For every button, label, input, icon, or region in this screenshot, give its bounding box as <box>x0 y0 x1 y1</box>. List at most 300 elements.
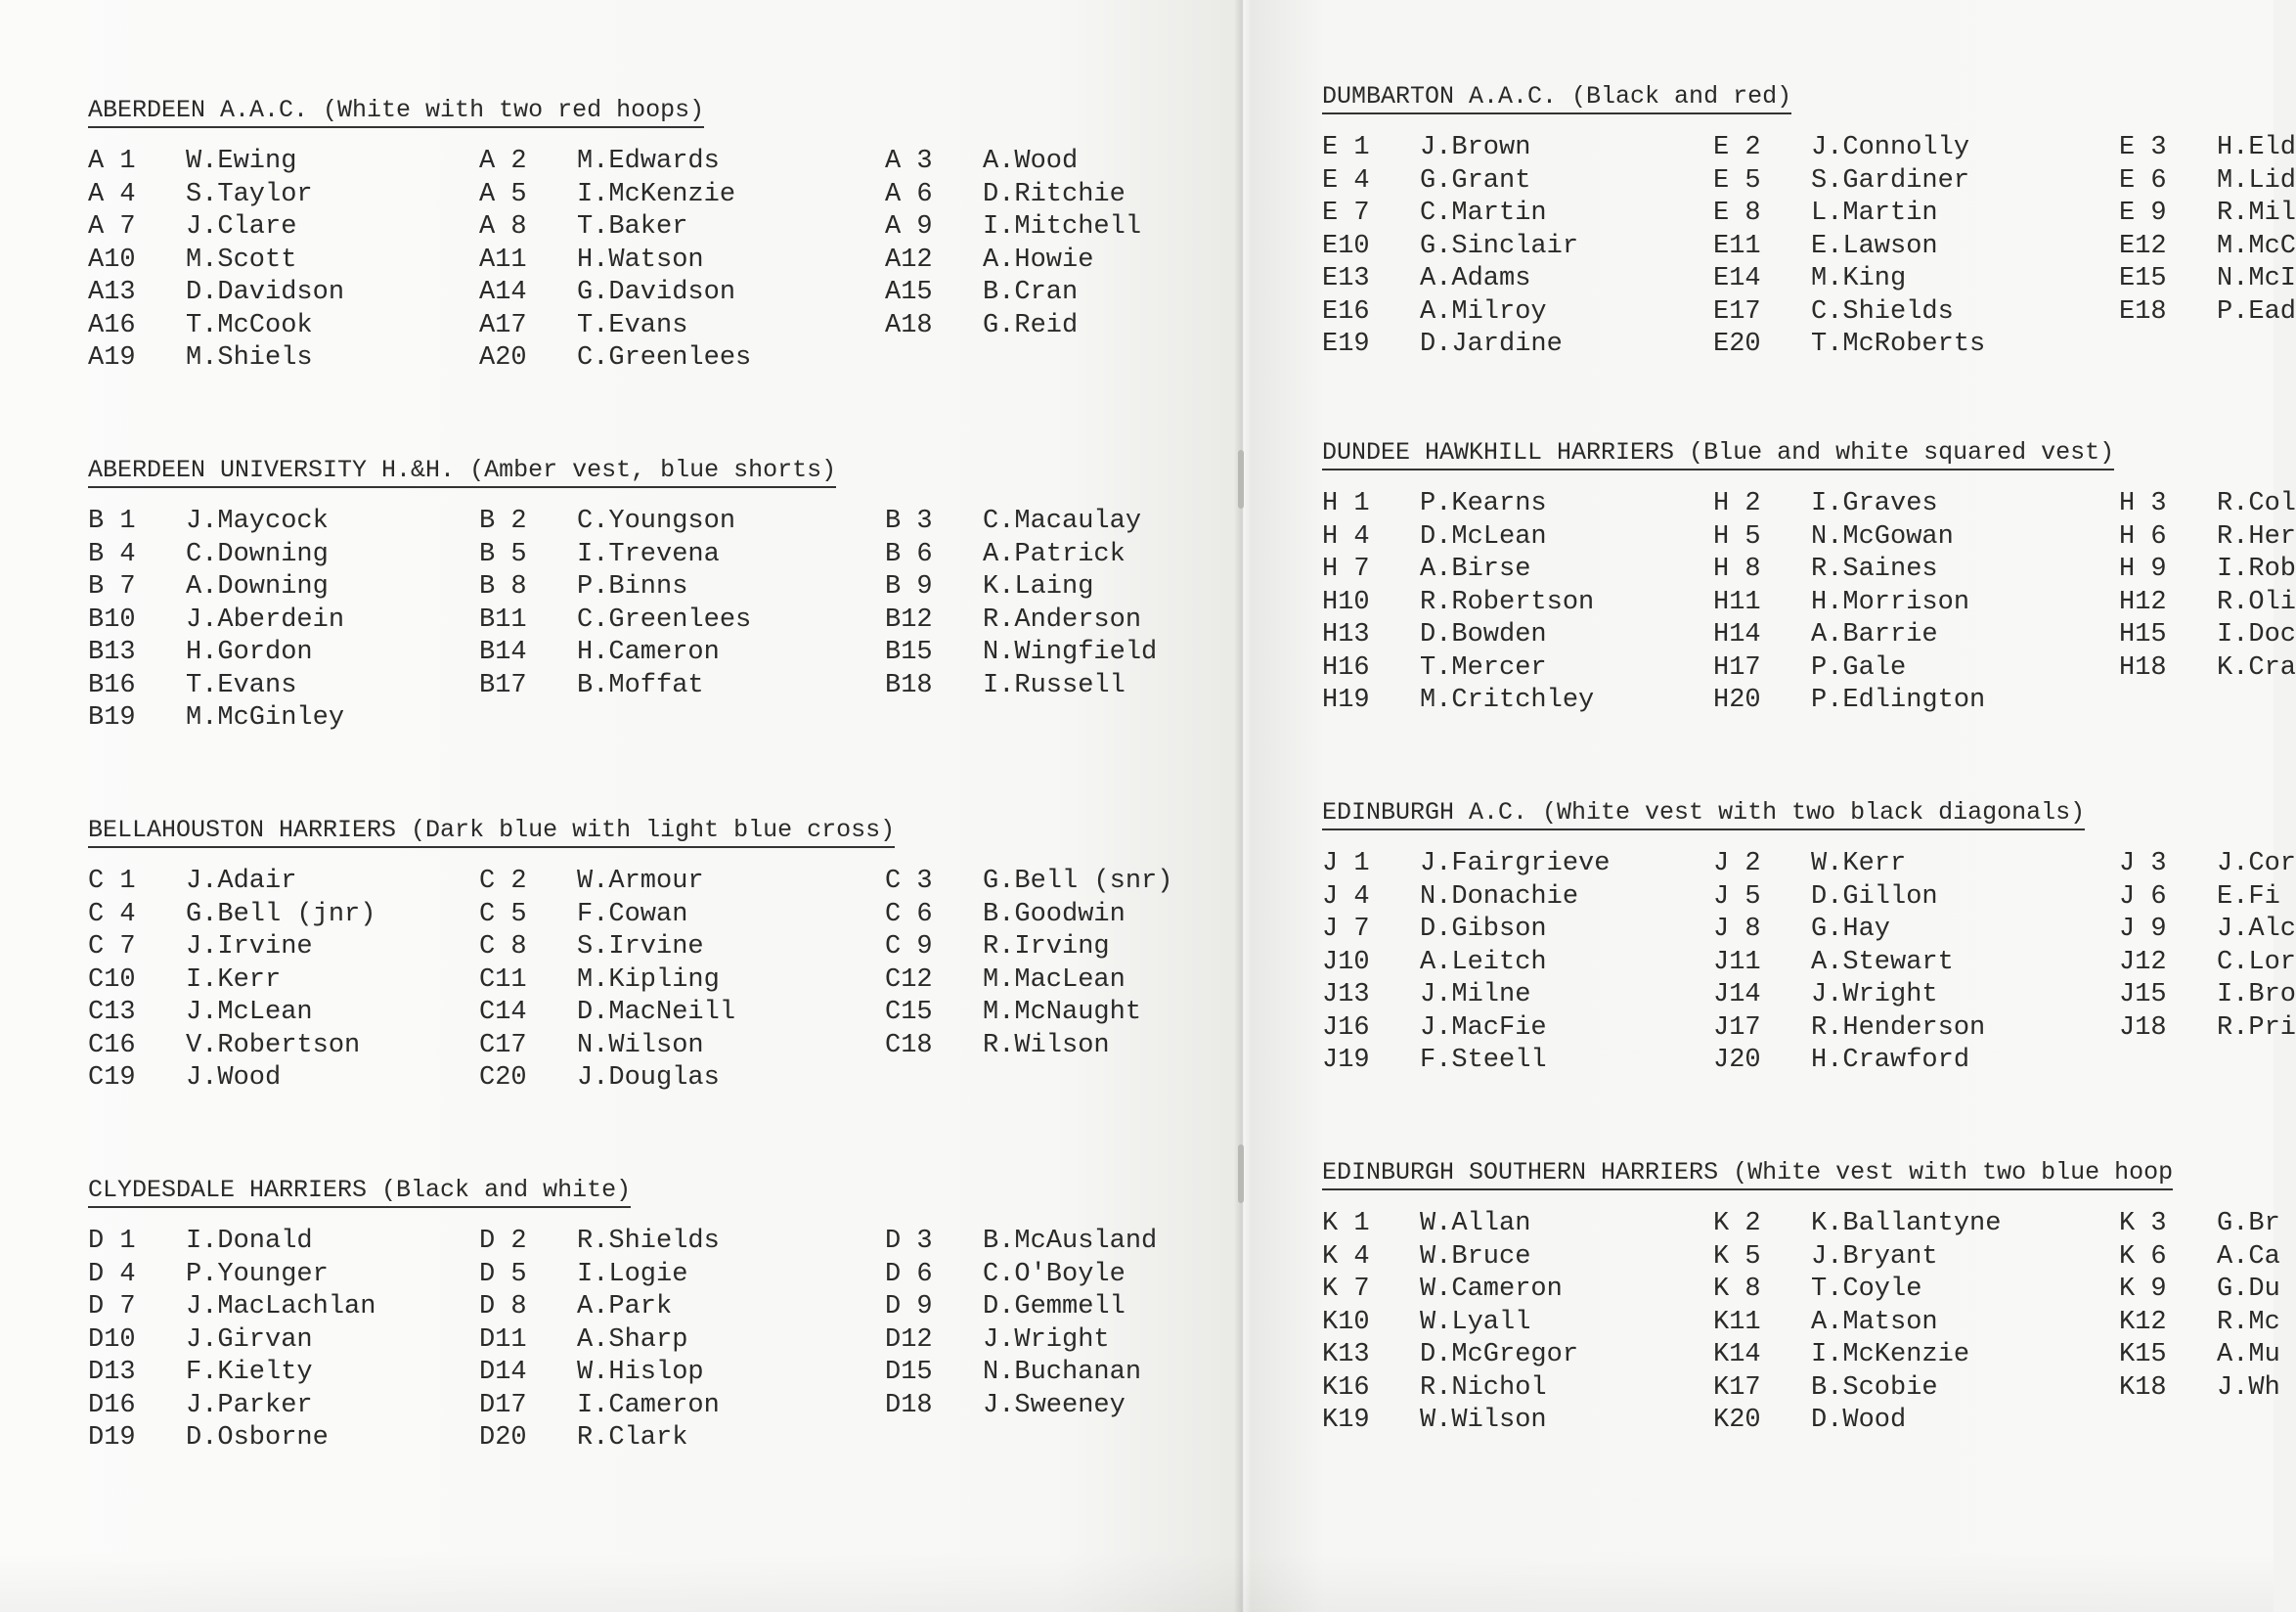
runner-entry <box>1713 296 1954 329</box>
runner-number: A 1 <box>88 147 136 176</box>
runner-number: E13 <box>1322 264 1370 293</box>
runner-name: N.McI <box>2217 264 2296 293</box>
runner-name: J.MacFie <box>1420 1012 1547 1043</box>
runner-entry <box>885 539 1126 571</box>
entry-list <box>88 146 1142 376</box>
runner-entry <box>1322 652 1547 685</box>
runner-entry <box>479 1390 720 1422</box>
runner-name: H.Crawford <box>1811 1046 1970 1075</box>
runner-name: I.Mitchell <box>983 212 1142 242</box>
runner-entry <box>479 211 687 244</box>
runner-name: D.Gibson <box>1420 915 1547 944</box>
runner-name: A.Patrick <box>983 539 1126 569</box>
runner-name: J.Girvan <box>186 1324 313 1355</box>
runner-name: A.Mu <box>2217 1340 2280 1369</box>
runner-entry <box>1713 132 1969 164</box>
runner-entry <box>1322 881 1578 914</box>
runner-entry <box>88 1390 313 1422</box>
runner-number: A10 <box>88 245 136 275</box>
runner-number: J 4 <box>1322 881 1370 912</box>
runner-entry <box>2119 231 2296 263</box>
runner-number: H11 <box>1713 587 1761 617</box>
runner-number: J 2 <box>1713 849 1761 878</box>
runner-number: H12 <box>2119 587 2167 617</box>
runner-name: R.Saines <box>1811 555 1938 584</box>
runner-entry <box>885 179 1126 211</box>
runner-number: K14 <box>1713 1340 1761 1369</box>
runner-number: B 9 <box>885 572 933 602</box>
runner-number: A18 <box>885 310 933 340</box>
runner-name: S.Gardiner <box>1811 165 1970 196</box>
runner-name: C.O'Boyle <box>983 1259 1126 1289</box>
runner-name: J.MacLachlan <box>186 1292 376 1321</box>
runner-number: B11 <box>479 604 527 635</box>
runner-name: H.Eld <box>2217 133 2296 162</box>
runner-entry <box>1322 1012 1547 1045</box>
runner-name: M.Shiels <box>186 343 313 373</box>
runner-name: H.Watson <box>577 245 704 275</box>
runner-entry <box>2119 1307 2280 1339</box>
club-heading: ABERDEEN UNIVERSITY H.&H. (Amber vest, blue shorts) <box>88 456 836 488</box>
runner-name: N.Wilson <box>577 1030 704 1060</box>
runner-entry <box>2119 914 2296 946</box>
runner-entry <box>2119 1274 2280 1306</box>
runner-name: J.Brown <box>1420 133 1531 162</box>
runner-number: K 3 <box>2119 1209 2167 1238</box>
runner-number: E19 <box>1322 330 1370 359</box>
runner-name: H.Cameron <box>577 638 720 667</box>
runner-entry <box>2119 1241 2280 1274</box>
club-heading: EDINBURGH SOUTHERN HARRIERS (White vest with two blue hoop <box>1322 1158 2173 1190</box>
runner-number: E10 <box>1322 231 1370 261</box>
runner-number: K 7 <box>1322 1275 1370 1304</box>
runner-name: J.Wright <box>983 1324 1110 1355</box>
club-section <box>1322 82 2296 415</box>
runner-entry <box>1322 1274 1563 1306</box>
runner-number: J19 <box>1322 1046 1370 1075</box>
club-section <box>88 1176 1158 1508</box>
runner-number: J11 <box>1713 947 1761 977</box>
runner-name: T.Mercer <box>1420 652 1547 683</box>
runner-name: R.Col <box>2217 489 2296 518</box>
runner-number: E17 <box>1713 296 1761 327</box>
runner-name: M.Critchley <box>1420 686 1595 715</box>
runner-number: K13 <box>1322 1340 1370 1369</box>
runner-entry <box>479 964 720 997</box>
runner-entry <box>1713 848 1906 880</box>
runner-number: B19 <box>88 703 136 733</box>
runner-name: I.Logie <box>577 1259 688 1289</box>
runner-name: A.Sharp <box>577 1324 688 1355</box>
runner-entry <box>479 539 720 571</box>
runner-entry <box>479 1062 720 1095</box>
runner-number: C 4 <box>88 899 136 929</box>
runner-name: I.Rob <box>2217 555 2296 584</box>
runner-number: K18 <box>2119 1372 2167 1403</box>
runner-name: K.Ballantyne <box>1811 1209 2002 1238</box>
runner-name: I.McKenzie <box>1811 1340 1970 1369</box>
runner-entry <box>1322 1339 1578 1371</box>
entry-list <box>88 866 1173 1096</box>
runner-name: D.Jardine <box>1420 330 1563 359</box>
runner-entry <box>1322 554 1530 586</box>
club-section <box>88 456 1158 788</box>
runner-number: H18 <box>2119 652 2167 683</box>
runner-number: K19 <box>1322 1406 1370 1435</box>
runner-number: A 4 <box>88 179 136 209</box>
runner-number: D 3 <box>885 1227 933 1256</box>
runner-entry <box>885 506 1141 538</box>
runner-name: S.Irvine <box>577 932 704 962</box>
runner-name: M.McNaught <box>983 998 1142 1027</box>
runner-entry <box>1322 1045 1547 1077</box>
runner-entry <box>2119 1208 2280 1240</box>
runner-number: J 8 <box>1713 915 1761 944</box>
runner-name: R.Oli <box>2217 587 2296 617</box>
runner-number: C11 <box>479 964 527 995</box>
runner-name: A.Downing <box>186 572 329 602</box>
runner-name: E.Lawson <box>1811 231 1938 261</box>
runner-number: A13 <box>88 278 136 307</box>
runner-name: A.Wood <box>983 147 1079 176</box>
runner-entry <box>2119 521 2296 554</box>
runner-entry <box>1713 1208 2001 1240</box>
runner-entry <box>885 997 1141 1029</box>
runner-name: J.Cor <box>2217 849 2296 878</box>
runner-name: W.Hislop <box>577 1358 704 1387</box>
runner-entry <box>1322 488 1547 520</box>
runner-entry <box>88 146 296 178</box>
runner-entry <box>1713 1012 1985 1045</box>
runner-name: N.Donachie <box>1420 881 1579 912</box>
runner-number: E 9 <box>2119 199 2167 228</box>
runner-name: R.Irving <box>983 932 1110 962</box>
runner-entry <box>479 1030 704 1062</box>
runner-name: W.Armour <box>577 867 704 896</box>
club-section <box>1322 798 2296 1131</box>
runner-entry <box>2119 1339 2280 1371</box>
runner-entry <box>885 1291 1126 1323</box>
runner-entry <box>88 211 296 244</box>
runner-number: E 3 <box>2119 133 2167 162</box>
runner-entry <box>88 702 344 735</box>
runner-number: D10 <box>88 1324 136 1355</box>
runner-number: C16 <box>88 1030 136 1060</box>
runner-number: A16 <box>88 310 136 340</box>
runner-entry <box>88 539 329 571</box>
runner-name: M.Kipling <box>577 964 720 995</box>
club-section <box>1322 1158 2280 1491</box>
runner-entry <box>88 637 313 669</box>
runner-entry <box>1713 1274 1921 1306</box>
runner-entry <box>1713 1241 1938 1274</box>
runner-number: C17 <box>479 1030 527 1060</box>
runner-name: R.Pri <box>2217 1012 2296 1043</box>
runner-entry <box>479 899 687 931</box>
runner-entry <box>885 1324 1110 1357</box>
runner-name: J.Irvine <box>186 932 313 962</box>
runner-name: P.Ead <box>2217 296 2296 327</box>
runner-name: J.Wright <box>1811 980 1938 1009</box>
runner-number: C 9 <box>885 932 933 962</box>
runner-number: K 2 <box>1713 1209 1761 1238</box>
runner-number: D 5 <box>479 1259 527 1289</box>
runner-entry <box>2119 488 2296 520</box>
runner-number: D17 <box>479 1390 527 1420</box>
runner-name: P.Binns <box>577 572 688 602</box>
runner-number: K 9 <box>2119 1275 2167 1304</box>
runner-number: A 6 <box>885 179 933 209</box>
entry-list <box>1322 848 2296 1078</box>
staple <box>1238 450 1244 509</box>
runner-number: J13 <box>1322 980 1370 1009</box>
runner-name: G.Sinclair <box>1420 231 1579 261</box>
runner-number: A17 <box>479 310 527 340</box>
runner-name: T.McRoberts <box>1811 330 1986 359</box>
entry-list <box>1322 1208 2280 1438</box>
runner-name: M.Edwards <box>577 147 720 176</box>
runner-number: K17 <box>1713 1372 1761 1403</box>
runner-name: G.Bell (jnr) <box>186 899 376 929</box>
runner-name: W.Allan <box>1420 1209 1531 1238</box>
club-heading: EDINBURGH A.C. (White vest with two black diagonals) <box>1322 798 2085 830</box>
runner-number: A11 <box>479 245 527 275</box>
runner-entry <box>1713 1045 1969 1077</box>
runner-entry <box>885 964 1126 997</box>
runner-entry <box>1322 1372 1547 1405</box>
runner-number: J17 <box>1713 1012 1761 1043</box>
runner-entry <box>479 342 751 375</box>
runner-number: C 1 <box>88 867 136 896</box>
runner-entry <box>88 571 329 604</box>
runner-number: B 3 <box>885 507 933 536</box>
runner-name: B.Moffat <box>577 670 704 700</box>
runner-entry <box>885 1259 1126 1291</box>
runner-entry <box>479 146 720 178</box>
runner-name: T.Evans <box>186 670 297 700</box>
runner-name: A.Ca <box>2217 1241 2280 1272</box>
runner-number: A 8 <box>479 212 527 242</box>
runner-number: K20 <box>1713 1406 1761 1435</box>
runner-number: K 4 <box>1322 1241 1370 1272</box>
runner-entry <box>88 1030 360 1062</box>
runner-number: H 5 <box>1713 521 1761 552</box>
runner-name: R.Her <box>2217 521 2296 552</box>
runner-entry <box>1322 198 1547 230</box>
runner-entry <box>885 571 1093 604</box>
runner-name: N.Wingfield <box>983 638 1158 667</box>
runner-entry <box>1713 198 1938 230</box>
runner-name: R.Henderson <box>1811 1012 1986 1043</box>
runner-number: K11 <box>1713 1307 1761 1337</box>
runner-name: S.Taylor <box>186 179 313 209</box>
runner-number: B13 <box>88 638 136 667</box>
runner-entry <box>479 1291 672 1323</box>
runner-name: J.Parker <box>186 1390 313 1420</box>
runner-entry <box>1322 165 1530 198</box>
club-section <box>1322 438 2296 771</box>
runner-entry <box>88 670 296 702</box>
runner-number: K 6 <box>2119 1241 2167 1272</box>
runner-entry <box>88 342 313 375</box>
runner-entry <box>885 1357 1141 1389</box>
runner-entry <box>1713 587 1969 619</box>
runner-name: M.King <box>1811 264 1907 293</box>
runner-entry <box>2119 132 2296 164</box>
runner-name: I.Cameron <box>577 1390 720 1420</box>
runner-entry <box>885 866 1172 898</box>
runner-name: L.Martin <box>1811 199 1938 228</box>
runner-entry <box>1713 1372 1938 1405</box>
runner-name: R.Mil <box>2217 199 2296 228</box>
runner-name: I.Graves <box>1811 489 1938 518</box>
runner-name: R.Wilson <box>983 1030 1110 1060</box>
runner-entry <box>885 211 1141 244</box>
runner-entry <box>1713 165 1969 198</box>
runner-number: C15 <box>885 998 933 1027</box>
runner-number: E14 <box>1713 264 1761 293</box>
runner-number: J10 <box>1322 947 1370 977</box>
runner-name: A.Adams <box>1420 264 1531 293</box>
runner-name: R.Clark <box>577 1423 688 1453</box>
club-heading: DUMBARTON A.A.C. (Black and red) <box>1322 82 1791 114</box>
runner-entry <box>88 1226 313 1258</box>
runner-number: B 6 <box>885 539 933 569</box>
runner-number: D 4 <box>88 1259 136 1289</box>
runner-name: I.Doc <box>2217 620 2296 649</box>
runner-name: H.Morrison <box>1811 587 1970 617</box>
runner-name: G.Davidson <box>577 278 736 307</box>
runner-number: D13 <box>88 1358 136 1387</box>
runner-number: D 6 <box>885 1259 933 1289</box>
runner-number: B17 <box>479 670 527 700</box>
runner-number: C 8 <box>479 932 527 962</box>
runner-number: D18 <box>885 1390 933 1420</box>
runner-number: K 8 <box>1713 1275 1761 1304</box>
runner-entry <box>479 506 735 538</box>
runner-entry <box>885 604 1141 637</box>
runner-number: A 3 <box>885 147 933 176</box>
runner-entry <box>2119 979 2296 1011</box>
runner-name: M.McGinley <box>186 703 345 733</box>
runner-entry <box>1322 231 1578 263</box>
runner-name: R.Mc <box>2217 1307 2280 1337</box>
runner-name: A.Howie <box>983 245 1094 275</box>
runner-name: W.Wilson <box>1420 1406 1547 1435</box>
runner-name: N.Buchanan <box>983 1358 1142 1387</box>
entry-list <box>88 506 1158 736</box>
runner-number: H 3 <box>2119 489 2167 518</box>
runner-number: B 5 <box>479 539 527 569</box>
runner-entry <box>885 670 1126 702</box>
runner-entry <box>1322 848 1610 880</box>
runner-name: A.Stewart <box>1811 947 1954 977</box>
runner-number: H 1 <box>1322 489 1370 518</box>
runner-number: C19 <box>88 1063 136 1093</box>
runner-entry <box>885 245 1093 277</box>
runner-entry <box>88 310 313 342</box>
runner-number: J14 <box>1713 980 1761 1009</box>
runner-number: B 4 <box>88 539 136 569</box>
runner-number: E 1 <box>1322 133 1370 162</box>
runner-entry <box>479 571 687 604</box>
runner-number: K 1 <box>1322 1209 1370 1238</box>
runner-number: K 5 <box>1713 1241 1761 1272</box>
runner-number: H15 <box>2119 620 2167 649</box>
runner-number: E18 <box>2119 296 2167 327</box>
runner-entry <box>88 277 344 309</box>
runner-entry <box>1713 947 1954 979</box>
runner-name: T.Baker <box>577 212 688 242</box>
runner-number: J16 <box>1322 1012 1370 1043</box>
runner-entry <box>88 1422 329 1455</box>
runner-entry <box>885 637 1157 669</box>
runner-entry <box>479 310 687 342</box>
runner-number: A20 <box>479 343 527 373</box>
runner-name: J.Maycock <box>186 507 329 536</box>
runner-entry <box>885 931 1110 963</box>
runner-entry <box>2119 881 2280 914</box>
runner-entry <box>1322 619 1547 651</box>
runner-entry <box>885 146 1078 178</box>
runner-entry <box>479 179 735 211</box>
runner-entry <box>1322 329 1563 361</box>
runner-number: J15 <box>2119 980 2167 1009</box>
runner-name: I.Trevena <box>577 539 720 569</box>
runner-name: I.McKenzie <box>577 179 736 209</box>
runner-entry <box>479 1422 687 1455</box>
runner-entry <box>88 604 344 637</box>
runner-number: J 1 <box>1322 849 1370 878</box>
runner-entry <box>1713 652 1906 685</box>
runner-name: F.Kielty <box>186 1358 313 1387</box>
runner-name: P.Younger <box>186 1259 329 1289</box>
runner-name: C.Martin <box>1420 199 1547 228</box>
runner-entry <box>1322 587 1594 619</box>
runner-entry <box>1322 979 1530 1011</box>
runner-number: K10 <box>1322 1307 1370 1337</box>
runner-entry <box>2119 1012 2296 1045</box>
runner-number: J20 <box>1713 1046 1761 1075</box>
runner-number: H17 <box>1713 652 1761 683</box>
runner-entry <box>1713 488 1938 520</box>
runner-entry <box>88 1291 375 1323</box>
runner-name: G.Du <box>2217 1275 2280 1304</box>
runner-entry <box>2119 1372 2280 1405</box>
runner-name: R.Nichol <box>1420 1372 1547 1403</box>
runner-number: H20 <box>1713 686 1761 715</box>
runner-number: H19 <box>1322 686 1370 715</box>
runner-name: T.Evans <box>577 310 688 340</box>
runner-number: A 9 <box>885 212 933 242</box>
runner-number: K15 <box>2119 1340 2167 1369</box>
runner-number: K16 <box>1322 1372 1370 1403</box>
runner-entry <box>88 179 313 211</box>
entry-list <box>1322 488 2296 718</box>
runner-entry <box>1713 685 1985 717</box>
runner-entry <box>88 506 329 538</box>
runner-number: E16 <box>1322 296 1370 327</box>
club-heading: BELLAHOUSTON HARRIERS (Dark blue with light blue cross) <box>88 816 895 848</box>
runner-number: C10 <box>88 964 136 995</box>
runner-number: B14 <box>479 638 527 667</box>
runner-name: G.Grant <box>1420 165 1531 196</box>
runner-number: E12 <box>2119 231 2167 261</box>
runner-entry <box>885 310 1078 342</box>
runner-number: B 2 <box>479 507 527 536</box>
runner-number: H 9 <box>2119 555 2167 584</box>
runner-number: C18 <box>885 1030 933 1060</box>
